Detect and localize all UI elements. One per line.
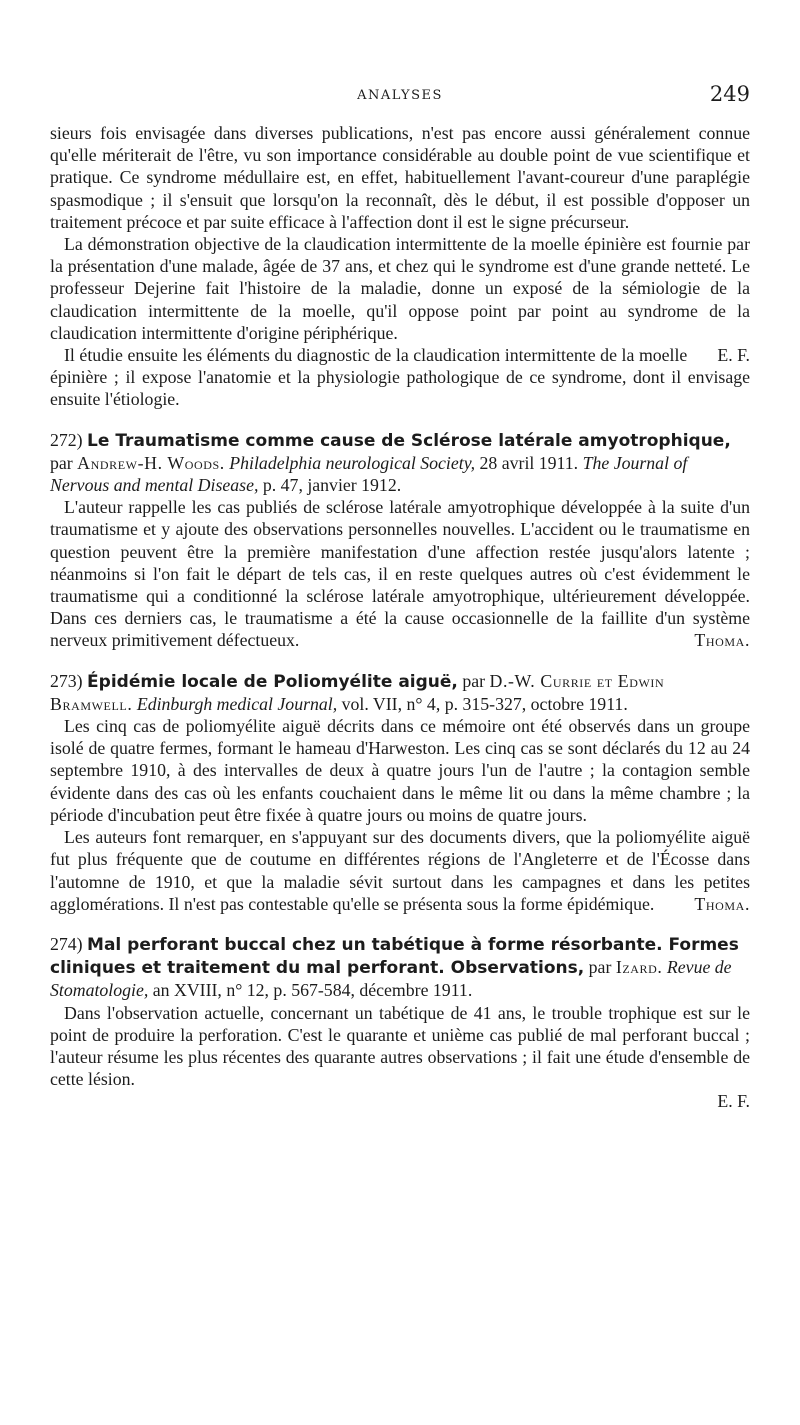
entry-heading [50, 429, 750, 497]
entry-author: D.-W. Currie et Edwin Bramwell. [50, 670, 665, 714]
page-header [50, 80, 750, 110]
entry-source: Philadelphia neurological Society, [229, 452, 476, 473]
entry-by: par [462, 670, 486, 691]
entry-by: par [50, 452, 73, 473]
entry-source-ref: vol. VII, n° 4, p. 315-327, octobre 1911. [341, 693, 628, 714]
signature: Thoma. [694, 630, 750, 651]
entry-heading [50, 933, 750, 1002]
entry-body [50, 826, 750, 915]
entry-source-ref: an XVIII, n° 12, p. 567-584, décembre 1911. [152, 980, 473, 1001]
entry-title: Le Traumatisme comme cause de Sclérose latérale amyotrophique, [87, 430, 731, 451]
entry-title: Mal perforant buccal chez un tabétique à forme résorbante. Formes cliniques et traitement du mal perforant. Observations, [50, 934, 739, 979]
entry-journal-ref: p. 47, janvier 1912. [262, 475, 402, 496]
entry-body-text: Les auteurs font remarquer, en s'appuyant sur des documents divers, que la poliomyélite aiguë fut plus fréquente que de coutume en différentes régions de l'Angleterre et de l'Écosse dans l'automne de 1910, et que la maladie sévit surtout dans les campagnes et dans les petites agglomérations. Il n'est pas contestable qu'elle se présenta sous la forme épidémique. [50, 827, 750, 914]
entry-number: 274) [50, 933, 83, 954]
signature: E. F. [717, 345, 750, 366]
signature: Thoma. [694, 893, 750, 914]
entry-source: Revue de Stomatologie, [50, 957, 732, 1001]
entry-body [50, 496, 750, 651]
intro-paragraph-text: Il étudie ensuite les éléments du diagnostic de la claudication intermittente de la moelle épinière ; il expose l'anatomie et la physiologie pathologique de ce syndrome, dont il envisage ensuite l'étiologie. [50, 345, 750, 410]
entry-journal: The Journal of Nervous and mental Disease, [50, 452, 688, 496]
intro-paragraph: La démonstration objective de la claudication intermittente de la moelle épinière est fournie par la présentation d'une malade, âgée de 37 ans, et chez qui le syndrome est d'une grande netteté. Le professeur Dejerine fait l'histoire de la maladie, donne un exposé de la sémiologie de la claudication intermittente de la moelle, qu'il oppose point par point au syndrome de la claudication intermittente d'origine périphérique. [50, 234, 750, 343]
entry-by: par [588, 957, 612, 978]
entry-number: 272) [50, 429, 83, 450]
signature: E. F. [717, 1091, 750, 1112]
entry-author: Andrew-H. Woods. [77, 452, 225, 473]
entry-body: Dans l'observation actuelle, concernant un tabétique de 41 ans, le trouble trophique est sur le point de produire la perforation. C'est le quarante et unième cas publié de mal perforant buccal ; l'auteur résume les plus récentes des quarante autres observations ; il fait une étude d'ensemble de cette lésion. [50, 1002, 750, 1090]
intro-paragraph [50, 344, 750, 411]
running-head: ANALYSES [357, 88, 443, 103]
abstract-entry [50, 933, 750, 1113]
intro-paragraph: sieurs fois envisagée dans diverses publications, n'est pas encore aussi généralement connue qu'elle mériterait de l'être, vu son importance considérable au double point de vue scientifique et pratique. Ce syndrome médullaire est, en effet, habituellement l'avant-coureur d'une paraplégie spasmodique ; il s'ensuit que lorsqu'on la reconnaît, dès le début, il est possible d'opposer un traitement précoce et par suite efficace à l'affection dont il est le signe précurseur. [50, 123, 750, 232]
abstract-entry [50, 670, 750, 915]
article-body [50, 122, 750, 1113]
entry-source: Edinburgh medical Journal, [136, 693, 338, 714]
abstract-entry [50, 429, 750, 652]
entry-body: Les cinq cas de poliomyélite aiguë décrits dans ce mémoire ont été observés dans un groupe isolé de quatre fermes, formant le hameau d'Harweston. Les cinq cas se sont déclarés du 12 au 24 septembre 1910, à des intervalles de deux à quatre jours l'un de l'autre ; la contagion semble évidente dans des cas où les enfants couchaient dans le même lit ou dans la même chambre ; la période d'incubation peut être fixée à quatre jours ou moins de quatre jours. [50, 716, 750, 825]
page-number: 249 [709, 82, 750, 106]
entry-source-date: 28 avril 1911. [479, 452, 579, 473]
entry-title: Épidémie locale de Poliomyélite aiguë, [87, 671, 458, 692]
entry-body-text: L'auteur rappelle les cas publiés de sclérose latérale amyotrophique développée à la suite d'un traumatisme et y ajoute des observations personnelles nouvelles. L'accident ou le traumatisme en question peuvent être la première manifestation d'une affection restée jusqu'alors latente ; néanmoins si l'on fait le départ de tels cas, il en reste quelques autres où c'est évidemment le traumatisme qui a conditionné la sclérose latérale amyotrophique, ultérieurement développée. Dans ces derniers cas, le traumatisme a été la cause occasionnelle de la faillite d'un système nerveux primitivement défectueux. [50, 497, 750, 651]
entry-heading [50, 670, 750, 715]
entry-number: 273) [50, 670, 83, 691]
entry-author: Izard. [615, 957, 663, 978]
